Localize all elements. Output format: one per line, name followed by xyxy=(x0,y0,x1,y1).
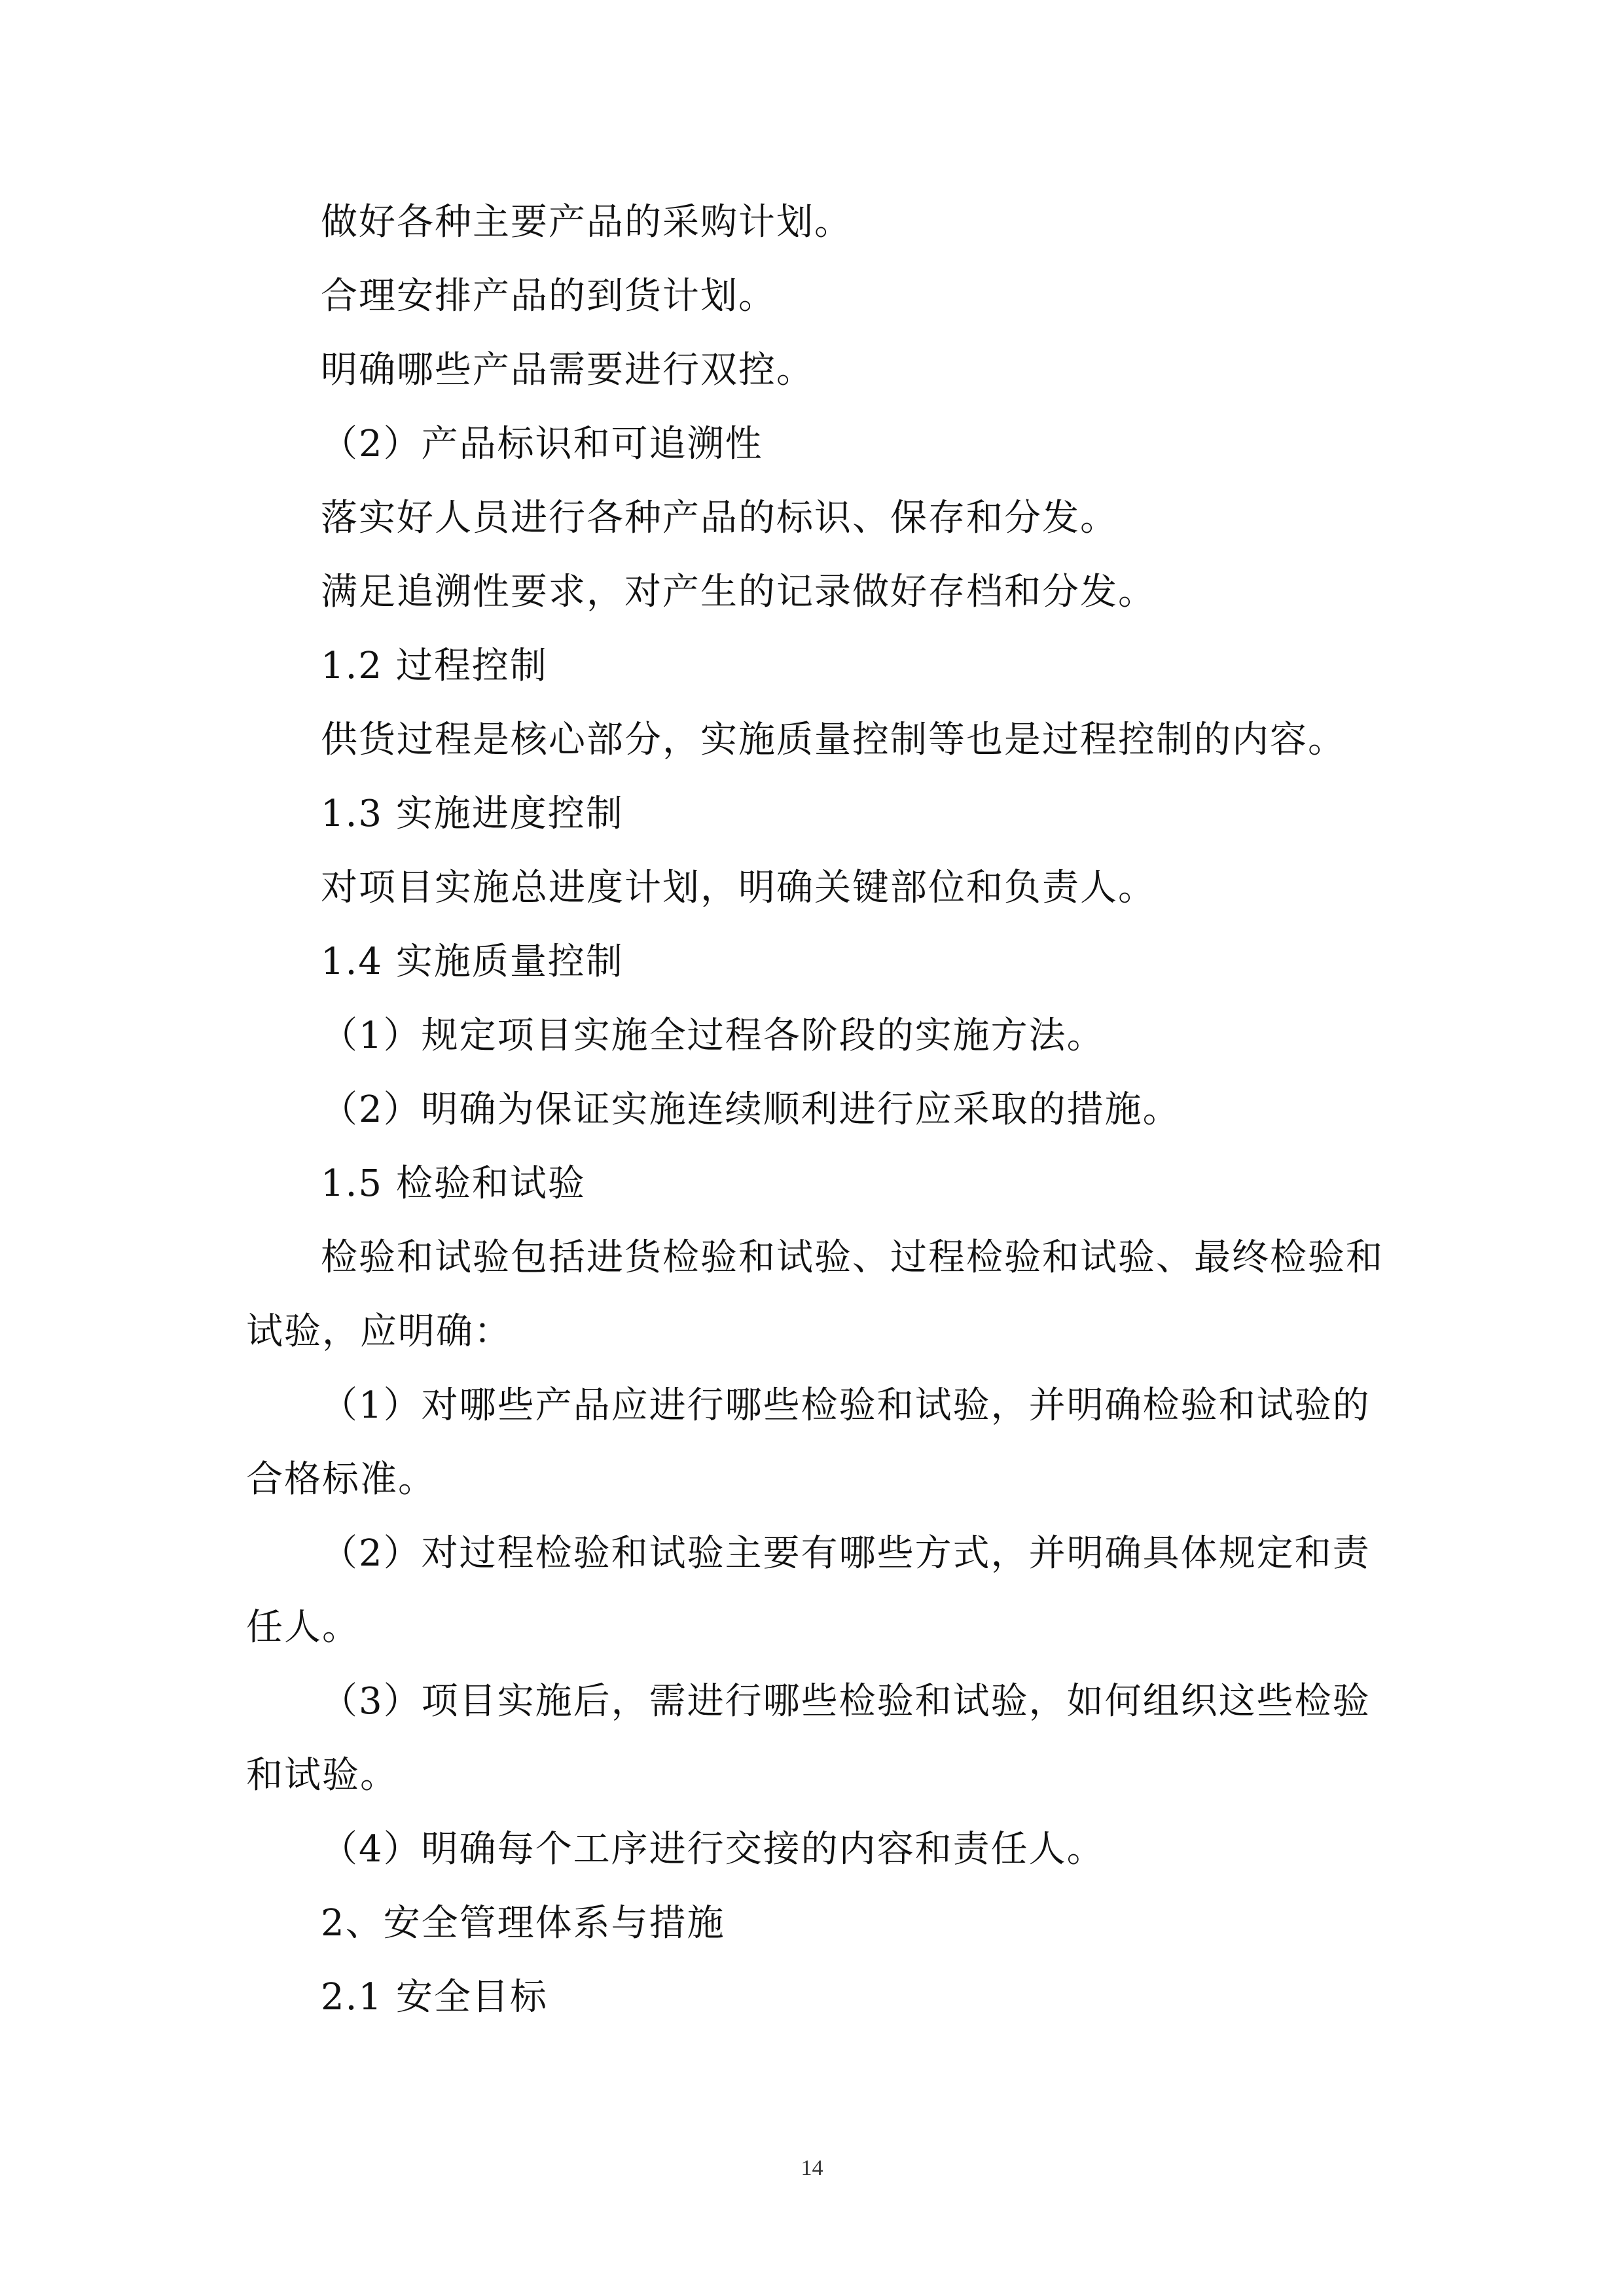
text-line: 供货过程是核心部分，实施质量控制等也是过程控制的内容。 xyxy=(321,719,1346,761)
text-line-continuation: 合格标准。 xyxy=(246,1458,436,1501)
section-heading: 1.2 过程控制 xyxy=(321,645,548,687)
text-line: 检验和试验包括进货检验和试验、过程检验和试验、最终检验和 xyxy=(321,1236,1384,1279)
text-line: 明确哪些产品需要进行双控。 xyxy=(321,349,814,391)
text-line-continuation: 任人。 xyxy=(246,1606,360,1649)
text-line: 落实好人员进行各种产品的标识、保存和分发。 xyxy=(321,497,1118,539)
list-item: （1）规定项目实施全过程各阶段的实施方法。 xyxy=(321,1014,1105,1057)
section-heading: 2、安全管理体系与措施 xyxy=(321,1902,725,1945)
list-item: （3）项目实施后，需进行哪些检验和试验，如何组织这些检验 xyxy=(321,1680,1371,1723)
text-line-continuation: 试验，应明确： xyxy=(246,1310,512,1353)
section-heading: 1.4 实施质量控制 xyxy=(321,941,624,983)
page-number: 14 xyxy=(801,2156,823,2180)
list-item: （2）明确为保证实施连续顺利进行应采取的措施。 xyxy=(321,1088,1181,1131)
text-line: 做好各种主要产品的采购计划。 xyxy=(321,201,852,243)
text-line: 满足追溯性要求，对产生的记录做好存档和分发。 xyxy=(321,571,1156,613)
section-heading: 1.3 实施进度控制 xyxy=(321,793,624,835)
section-heading: 1.5 检验和试验 xyxy=(321,1162,586,1205)
list-item: （4）明确每个工序进行交接的内容和责任人。 xyxy=(321,1828,1105,1871)
text-line: 对项目实施总进度计划，明确关键部位和负责人。 xyxy=(321,867,1156,909)
section-heading: （2）产品标识和可追溯性 xyxy=(321,423,763,465)
list-item: （1）对哪些产品应进行哪些检验和试验，并明确检验和试验的 xyxy=(321,1384,1371,1427)
section-heading: 2.1 安全目标 xyxy=(321,1976,548,2018)
list-item: （2）对过程检验和试验主要有哪些方式，并明确具体规定和责 xyxy=(321,1532,1371,1575)
text-line-continuation: 和试验。 xyxy=(246,1754,398,1797)
text-line: 合理安排产品的到货计划。 xyxy=(321,275,776,317)
